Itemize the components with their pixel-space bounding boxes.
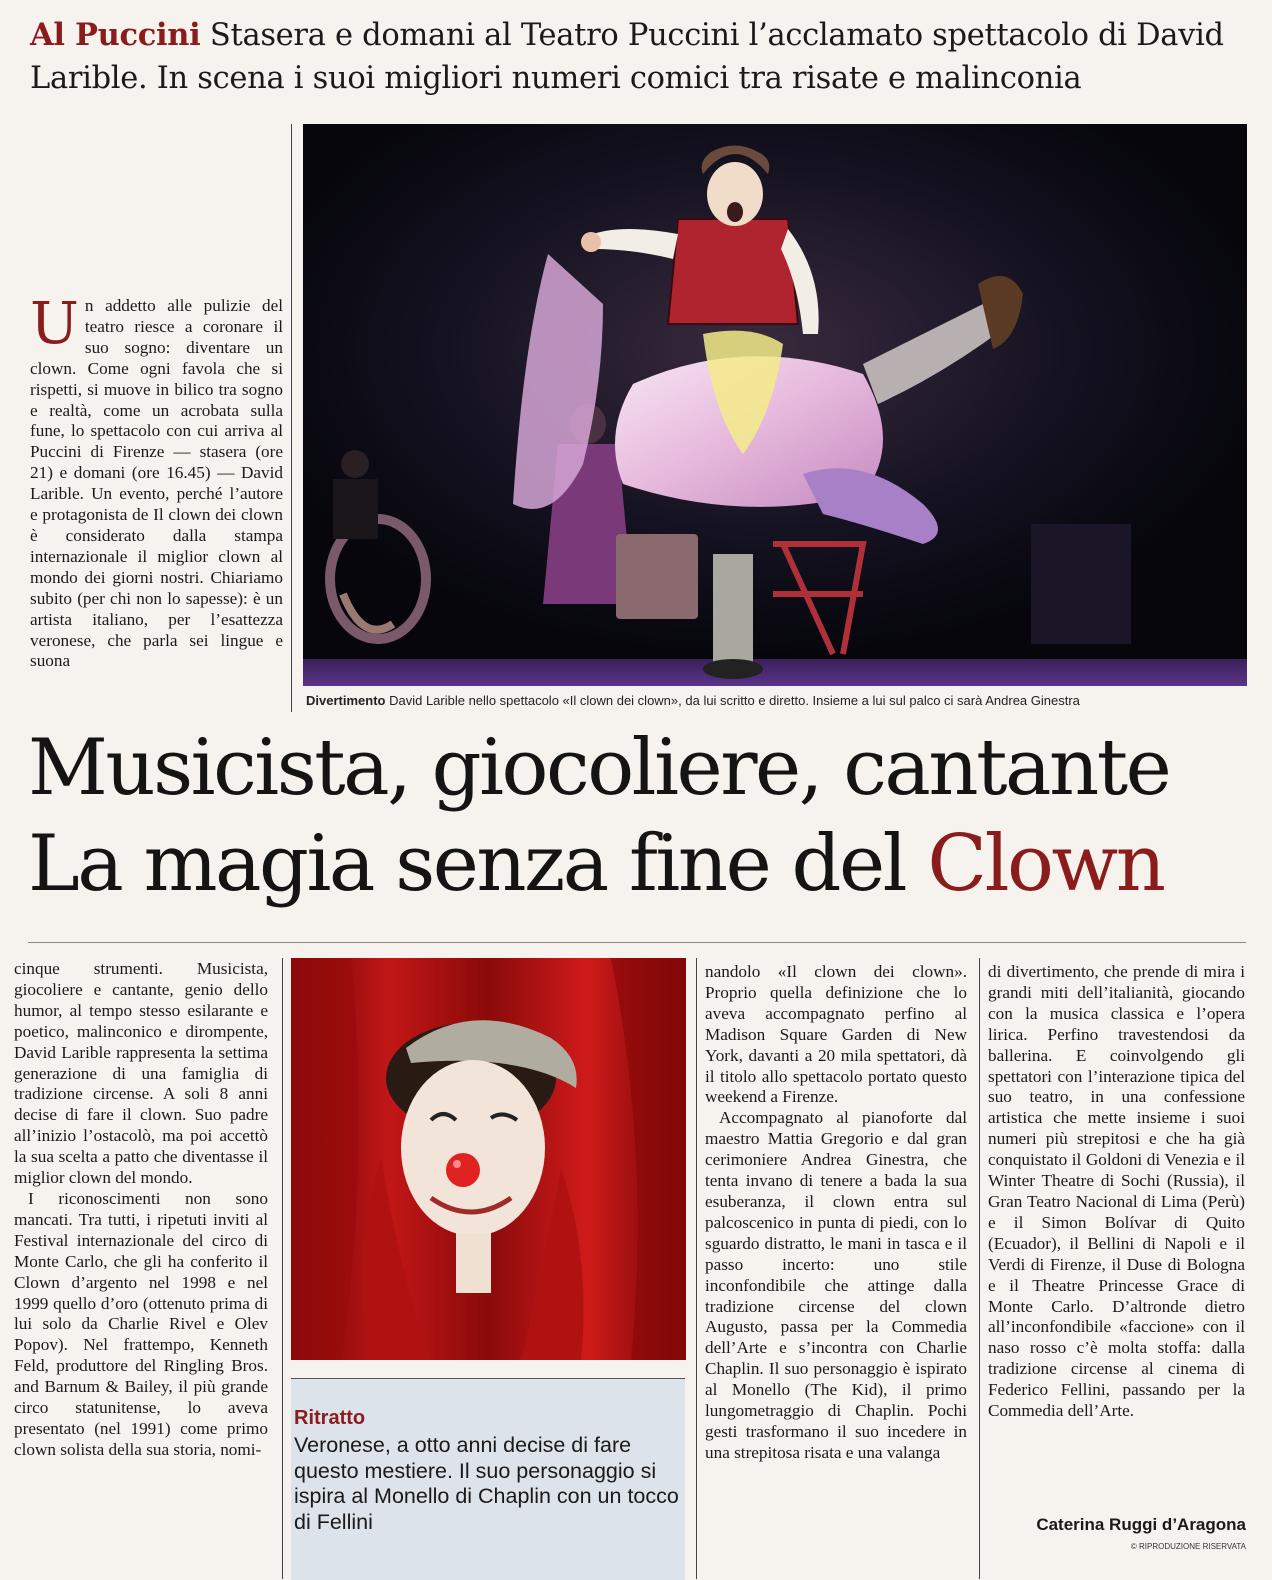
intro-column [30, 296, 283, 710]
paragraph: cinque strumenti. Musicista, giocoliere e cantante, genio dello humor, al tempo stesso esilarante e poetico, malinconico e dirompente, David Larible rappresenta la settima generazione di una famiglia di tradizione circense. A soli 8 anni decise di fare il clown. Suo padre all’inizio l’ostacolò, ma poi accettò la sua scelta a patto che diventasse il miglior clown del mondo. [14, 959, 268, 1188]
drop-cap: U [30, 296, 79, 357]
column-divider [979, 958, 980, 1579]
paragraph: di divertimento, che prende di mira i grandi miti dell’italianità, giocando con la musica classica e l’opera lirica. Perfino travestendosi da ballerina. E coinvolgendo gli spettatori con l’interazione tipica del suo teatro, in una confessione artistica che mette insieme i suoi numeri più strepitosi e che ha già conquistato il Goldoni di Venezia e il Winter Theatre di Sochi (Russia), il Gran Teatro Nacional di Lima (Perù) e il Simon Bolívar di Quito (Ecuador), il Bellini di Napoli e il Verdi di Firenze, il Duse di Bologna e il Theatre Princesse Grace di Monte Carlo. D’altronde dietro all’inconfondibile «faccione» con il naso rosso c’è molta stoffa: dalla tradizione circense al cinema di Federico Fellini, passando per la Commedia dell’Arte. [988, 962, 1245, 1421]
body-column-1 [14, 959, 268, 1579]
headline-line-1: Musicista, giocoliere, cantante [28, 723, 1170, 813]
caption-text: David Larible nello spettacolo «Il clown dei clown», da lui scritto e diretto. Insieme a lui sul palco ci sarà Andrea Ginestra [389, 693, 1080, 708]
copyright-notice: © RIPRODUZIONE RISERVATA [1130, 1542, 1246, 1551]
clown-portrait-illustration [291, 958, 686, 1360]
clown-dancing-illustration [303, 124, 1247, 686]
byline: Caterina Ruggi d’Aragona [1036, 1515, 1246, 1534]
headline-line-2-prefix: La magia senza fine del [28, 819, 928, 909]
column-divider [291, 124, 292, 712]
kicker-label: Al Puccini [30, 17, 201, 53]
kicker-text: Stasera e domani al Teatro Puccini l’acclamato spettacolo di David Larible. In scena i suoi migliori numeri comici tra risate e malinconia [30, 18, 1224, 96]
body-column-4 [988, 962, 1245, 1517]
paragraph: nandolo «Il clown dei clown». Proprio quella definizione che lo aveva accompagnato perfino al Madison Square Garden di New York, davanti a 20 mila spettatori, dà il titolo allo spettacolo portato questo weekend a Firenze. [705, 962, 967, 1107]
paragraph: I riconoscimenti non sono mancati. Tra tutti, i ripetuti inviti al Festival internazionale del circo di Monte Carlo, che gli ha conferito il Clown d’argento nel 1998 e nel 1999 quello d’oro (ottenuto prima di lui solo da Charlie Rivel e Olev Popov). Nel frattempo, Kenneth Feld, produttore del Ringling Bros. and Barnum & Bailey, il più grande circo statunitense, lo aveva presentato (nel 1991) come primo clown solista della sua storia, nomi- [14, 1188, 268, 1459]
sidebar-label: Ritratto [294, 1407, 366, 1429]
column-divider [282, 958, 283, 1579]
stage-photo [303, 124, 1247, 686]
kicker [30, 14, 1245, 100]
portrait-sidebar [291, 1378, 685, 1580]
headline-line-2 [28, 816, 1258, 912]
headline [28, 720, 1258, 912]
body-column-3 [705, 962, 967, 1579]
intro-text: n addetto alle pulizie del teatro riesce a coronare il suo sogno: diventare un clown. Come ogni favola che si rispetti, si muove in bilico tra sogno e realtà, come un acrobata sulla fune, lo spettacolo con cui arriva al Puccini di Firenze — stasera (ore 21) e domani (ore 16.45) — David Larible. Un evento, perché l’autore e protagonista de Il clown dei clown è considerato dalla stampa internazionale il miglior clown al mondo dei giorni nostri. Chiariamo subito (per chi non lo sapesse): è un artista italiano, per l’esattezza veronese, che parla sei lingue e suona [30, 296, 283, 671]
caption-label: Divertimento [306, 693, 386, 708]
headline-rule [28, 942, 1246, 943]
column-divider [696, 958, 697, 1579]
photo-caption [306, 692, 1251, 710]
headline-highlight: Clown [927, 819, 1164, 909]
paragraph: Accompagnato al pianoforte dal maestro Mattia Gregorio e dal gran cerimoniere Andrea Ginestra, che tenta invano di tenere a bada la sua esuberanza, il clown entra sul palcoscenico in punta di piedi, con lo sguardo distratto, le mani in tasca e il passo incerto: uno stile inconfondibile che attinge dalla tradizione circense del clown Augusto, passa per la Commedia dell’Arte e s’incontra con Charlie Chaplin. Il suo personaggio è ispirato al Monello (The Kid), il primo lungometraggio di Chaplin. Pochi gesti trasformano il suo incedere in una strepitosa risata e una valanga [705, 1108, 967, 1462]
portrait-photo [291, 958, 686, 1360]
sidebar-text: Veronese, a otto anni decise di fare questo mestiere. Il suo personaggio si ispira al Monello di Chaplin con un tocco di Fellini [294, 1433, 679, 1534]
